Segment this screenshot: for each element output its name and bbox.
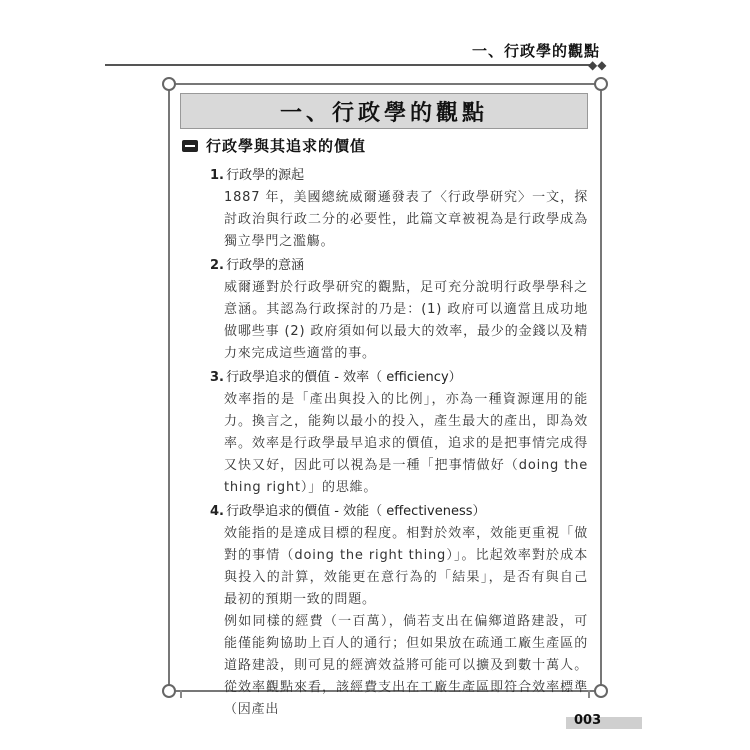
- item-heading: [210, 367, 588, 389]
- section-title: 行政學與其追求的價值: [206, 137, 367, 155]
- item-heading: [210, 255, 588, 277]
- chapter-title-bar: [180, 93, 588, 129]
- item-heading-text: 行政學的意涵: [226, 258, 305, 273]
- item-heading-text: 行政學追求的價值 - 效率（ efficiency）: [226, 370, 462, 385]
- item-heading: [210, 501, 588, 523]
- item-number: 1.: [210, 168, 224, 183]
- paragraph: 威爾遜對於行政學研究的觀點，足可充分說明行政學學科之意涵。其認為行政探討的乃是：(1) 政府可以適當且成功地做哪些事 (2) 政府須如何以最大的效率，最少的金錢以及精力來完成這些適當的事。: [224, 280, 588, 361]
- item-number: 4.: [210, 504, 224, 519]
- paragraph: 效率指的是「產出與投入的比例」，亦為一種資源運用的能力。換言之，能夠以最小的投入，產生最大的產出，即為效率。效率是行政學最早追求的價值，追求的是把事情完成得又快又好，因此可以視為是一種「把事情做好（doing the thing right）」的思維。: [224, 392, 588, 495]
- header-rule: [105, 64, 590, 66]
- item-number: 2.: [210, 258, 224, 273]
- header-ornament-icon: ◆◆: [588, 58, 607, 72]
- item-heading-text: 行政學的源起: [226, 168, 305, 183]
- paragraph: 1887 年，美國總統威爾遜發表了〈行政學研究〉一文，探討政治與行政二分的必要性，此篇文章被視為是行政學成為獨立學門之濫觴。: [224, 190, 588, 249]
- corner-ornament-icon: [162, 77, 176, 91]
- item-heading-text: 行政學追求的價值 - 效能（ effectiveness）: [226, 504, 486, 519]
- paragraph: 效能指的是達成目標的程度。相對於效率，效能更重視「做對的事情（doing the right thing）」。比起效率對於成本與投入的計算，效能更在意行為的「結果」，是否有與自己最初的預期一致的問題。: [224, 526, 588, 607]
- content-frame: [168, 83, 602, 717]
- item-heading: [210, 165, 588, 187]
- chapter-title: 一、行政學的觀點: [279, 100, 488, 126]
- corner-ornament-icon: [594, 77, 608, 91]
- corner-ornament-icon: [162, 684, 176, 698]
- section-marker-icon: [182, 140, 198, 152]
- corner-ornament-icon: [594, 684, 608, 698]
- content-body: [210, 163, 588, 721]
- page-number: 003: [574, 713, 602, 728]
- running-header-title: 一、行政學的觀點: [471, 42, 600, 60]
- section-heading: [182, 135, 366, 156]
- paragraph: 例如同樣的經費（一百萬），倘若支出在偏鄉道路建設，可能僅能夠協助上百人的通行；但如果放在疏通工廠生產區的道路建設，則可見的經濟效益將可能可以擴及到數十萬人。從效率觀點來看，該經費支出在工廠生產區即符合效率標準（因產出: [224, 614, 588, 717]
- item-number: 3.: [210, 370, 224, 385]
